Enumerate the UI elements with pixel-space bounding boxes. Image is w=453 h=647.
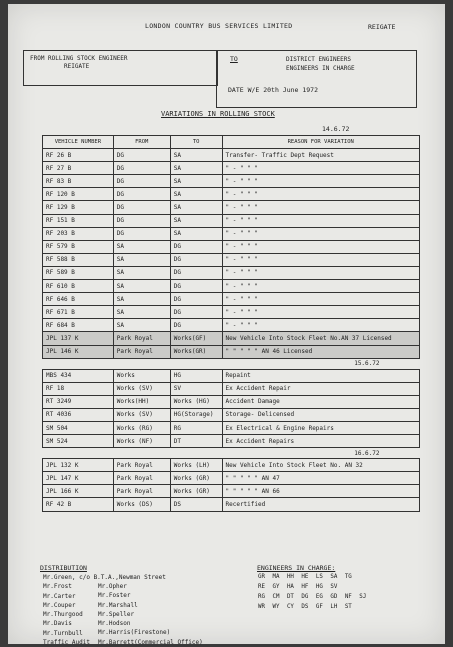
to-cell: Works (HG) [170,395,222,408]
table-row [43,201,420,214]
from-cell: SA [113,280,170,293]
distribution-name: Mr.Speller [98,610,135,618]
table-row [43,240,420,253]
to-line: ENGINEERS IN CHARGE [286,65,355,72]
reason-cell: " - " " " [222,293,420,306]
column-header: VEHICLE NUMBER [43,136,114,149]
to-cell: Works(GF) [170,332,222,345]
from-cell: Works (NF) [113,435,170,448]
engineers-row: RG CM DT DG EG GD NF SJ [258,594,367,600]
table-row [43,293,420,306]
to-cell: SA [170,162,222,175]
from-cell: Park Royal [113,459,170,472]
vehicle-cell: RF 151 B [43,214,114,227]
engineers-row: GR MA HH HE LS SA TG [258,574,352,580]
vehicle-cell: RF 589 B [43,266,114,279]
reason-cell: " - " " " [222,162,420,175]
table-row [43,227,420,240]
distribution-name: Mr.Green, c/o B.T.A.,Newman Street [43,574,166,581]
to-cell: SA [170,227,222,240]
document-title: VARIATIONS IN ROLLING STOCK [161,110,275,118]
table-row [43,253,420,266]
reason-cell: " - " " " [222,253,420,266]
to-cell: DG [170,253,222,266]
from-cell: Works [113,369,170,382]
table-row [43,175,420,188]
table-row [43,408,420,421]
section-date: 14.6.72 [322,125,350,133]
spacer-cell [170,358,222,369]
reason-cell: " - " " " [222,214,420,227]
vehicle-cell: JPL 137 K [43,332,114,345]
reason-cell: Recertified [222,498,420,511]
table-row [43,345,420,358]
table-row [43,435,420,448]
to-cell: DG [170,306,222,319]
from-cell: DG [113,201,170,214]
vehicle-cell: JPL 146 K [43,345,114,358]
distribution-list-2 [98,582,203,647]
engineers-row: WR WY CY DS GF LH ST [258,604,352,610]
from-cell: SA [113,253,170,266]
to-cell: DS [170,498,222,511]
reason-cell: " - " " " [222,280,420,293]
reason-cell: Transfer- Traffic Dept Request [222,149,420,162]
reason-cell: Storage- Delicensed [222,408,420,421]
to-cell: DT [170,435,222,448]
to-cell: RG [170,421,222,434]
vehicle-cell: RF 610 B [43,280,114,293]
from-cell: Works (RG) [113,421,170,434]
to-cell: HG(Storage) [170,408,222,421]
spacer-cell [43,448,114,459]
to-cell: SA [170,214,222,227]
vehicle-cell: JPL 132 K [43,459,114,472]
table-row [43,472,420,485]
column-header: FROM [113,136,170,149]
reason-cell: " " " " " AN 47 [222,472,420,485]
table-row [43,485,420,498]
to-cell: Works(GR) [170,345,222,358]
vehicle-cell: RF 26 B [43,149,114,162]
table-row [43,395,420,408]
vehicle-cell: JPL 147 K [43,472,114,485]
from-label: FROM ROLLING STOCK ENGINEER [30,55,128,62]
to-label: TO [230,55,238,63]
from-cell: DG [113,175,170,188]
from-cell: Park Royal [113,332,170,345]
to-cell: SA [170,149,222,162]
to-cell: DG [170,240,222,253]
from-cell: SA [113,266,170,279]
vehicle-cell: SM 524 [43,435,114,448]
table-row [43,332,420,345]
reason-cell: " - " " " [222,188,420,201]
reason-cell: Accident Damage [222,395,420,408]
to-cell: HG [170,369,222,382]
to-cell: Works (GR) [170,472,222,485]
to-line: DISTRICT ENGINEERS [286,56,352,63]
reason-cell: New Vehicle Into Stock Fleet No. AN 32 [222,459,420,472]
engineers-title: ENGINEERS IN CHARGE: [257,564,336,572]
spacer-cell [113,358,170,369]
table-row [43,214,420,227]
from-cell: SA [113,293,170,306]
table-row [43,280,420,293]
reason-cell: " - " " " [222,306,420,319]
spacer-cell [170,448,222,459]
distribution-name: Mr.Thurgood [43,611,83,619]
distribution-name: Mr.Foster [98,592,131,600]
from-cell: DG [113,162,170,175]
engineers-row: RE GY HA HF HG SV [258,584,338,590]
to-cell: Works (GR) [170,485,222,498]
variations-table [42,135,420,512]
vehicle-cell: RF 203 B [43,227,114,240]
reason-cell: " " " " " AN 46 Licensed [222,345,420,358]
reason-cell: " " " " " AN 66 [222,485,420,498]
header-place: REIGATE [368,23,396,31]
reason-cell: " - " " " [222,175,420,188]
table-row [43,188,420,201]
to-cell: Works (LH) [170,459,222,472]
vehicle-cell: RF 18 [43,382,114,395]
distribution-name: Mr.Couper [43,601,76,609]
from-place: REIGATE [64,63,90,70]
vehicle-cell: SM 504 [43,421,114,434]
to-cell: SA [170,175,222,188]
reason-cell: " - " " " [222,201,420,214]
from-cell: Works (SV) [113,382,170,395]
table-row [43,162,420,175]
from-cell: Works (DS) [113,498,170,511]
distribution-name: Mr.Harris(Firestone) [98,629,171,637]
section-date-row [43,358,420,369]
table-row [43,498,420,511]
vehicle-cell: RF 83 B [43,175,114,188]
distribution-name: Mr.Barrett(Commercial Office) [98,638,203,646]
reason-cell: " - " " " [222,227,420,240]
vehicle-cell: RF 120 B [43,188,114,201]
from-cell: SA [113,306,170,319]
to-cell: SA [170,201,222,214]
from-cell: SA [113,240,170,253]
reason-cell: " - " " " [222,319,420,332]
to-cell: DG [170,266,222,279]
from-cell: Park Royal [113,472,170,485]
from-cell: Works(HH) [113,395,170,408]
distribution-title: DISTRIBUTION [40,564,87,572]
from-cell: DG [113,149,170,162]
vehicle-cell: RF 579 B [43,240,114,253]
company-name: LONDON COUNTRY BUS SERVICES LIMITED [145,22,293,30]
spacer-cell [43,358,114,369]
to-cell: DG [170,319,222,332]
reason-cell: Ex Accident Repair [222,382,420,395]
reason-cell: Ex Electrical & Engine Repairs [222,421,420,434]
table-row [43,149,420,162]
from-cell: DG [113,227,170,240]
vehicle-cell: RF 588 B [43,253,114,266]
distribution-name: Mr.Carter [43,592,76,600]
distribution-name: Mr.Hodson [98,620,131,628]
table-row [43,266,420,279]
table-row [43,421,420,434]
distribution-name: Mr.Marshall [98,601,138,609]
spacer-cell [113,448,170,459]
table-row [43,382,420,395]
reason-cell: " - " " " [222,266,420,279]
vehicle-cell: RT 4036 [43,408,114,421]
vehicle-cell: RF 129 B [43,201,114,214]
from-cell: DG [113,214,170,227]
table-row [43,319,420,332]
reason-cell: Ex Accident Repairs [222,435,420,448]
to-cell: DG [170,293,222,306]
reason-cell: Repaint [222,369,420,382]
distribution-name: Mr.Opher [98,583,127,590]
vehicle-cell: RT 3249 [43,395,114,408]
reason-cell: " - " " " [222,240,420,253]
vehicle-cell: RF 42 B [43,498,114,511]
section-date-row [43,448,420,459]
table-row [43,459,420,472]
vehicle-cell: RF 684 B [43,319,114,332]
vehicle-cell: JPL 166 K [43,485,114,498]
reason-cell: New Vehicle Into Stock Fleet No.AN 37 Licensed [222,332,420,345]
distribution-name: Mr.Davis [43,620,72,628]
to-recipients [286,55,355,73]
to-cell: DG [170,280,222,293]
from-cell: Park Royal [113,485,170,498]
vehicle-cell: RF 27 B [43,162,114,175]
to-cell: SA [170,188,222,201]
table-row [43,369,420,382]
week-ending-date: DATE W/E 20th June 1972 [228,86,319,94]
distribution-name: Mr.Turnbull [43,629,83,637]
vehicle-cell: MBS 434 [43,369,114,382]
vehicle-cell: RF 646 B [43,293,114,306]
from-cell: Works (SV) [113,408,170,421]
table-row [43,306,420,319]
section-date: 15.6.72 [222,358,420,369]
from-cell: Park Royal [113,345,170,358]
distribution-name: Mr.Frost [43,583,72,591]
vehicle-cell: RF 671 B [43,306,114,319]
from-cell: DG [113,188,170,201]
column-header: TO [170,136,222,149]
to-cell: SV [170,382,222,395]
from-cell: SA [113,319,170,332]
table-body [43,149,420,511]
column-header: REASON FOR VARIATION [222,136,420,149]
distribution-name: Traffic Audit [43,639,90,647]
section-date: 16.6.72 [222,448,420,459]
